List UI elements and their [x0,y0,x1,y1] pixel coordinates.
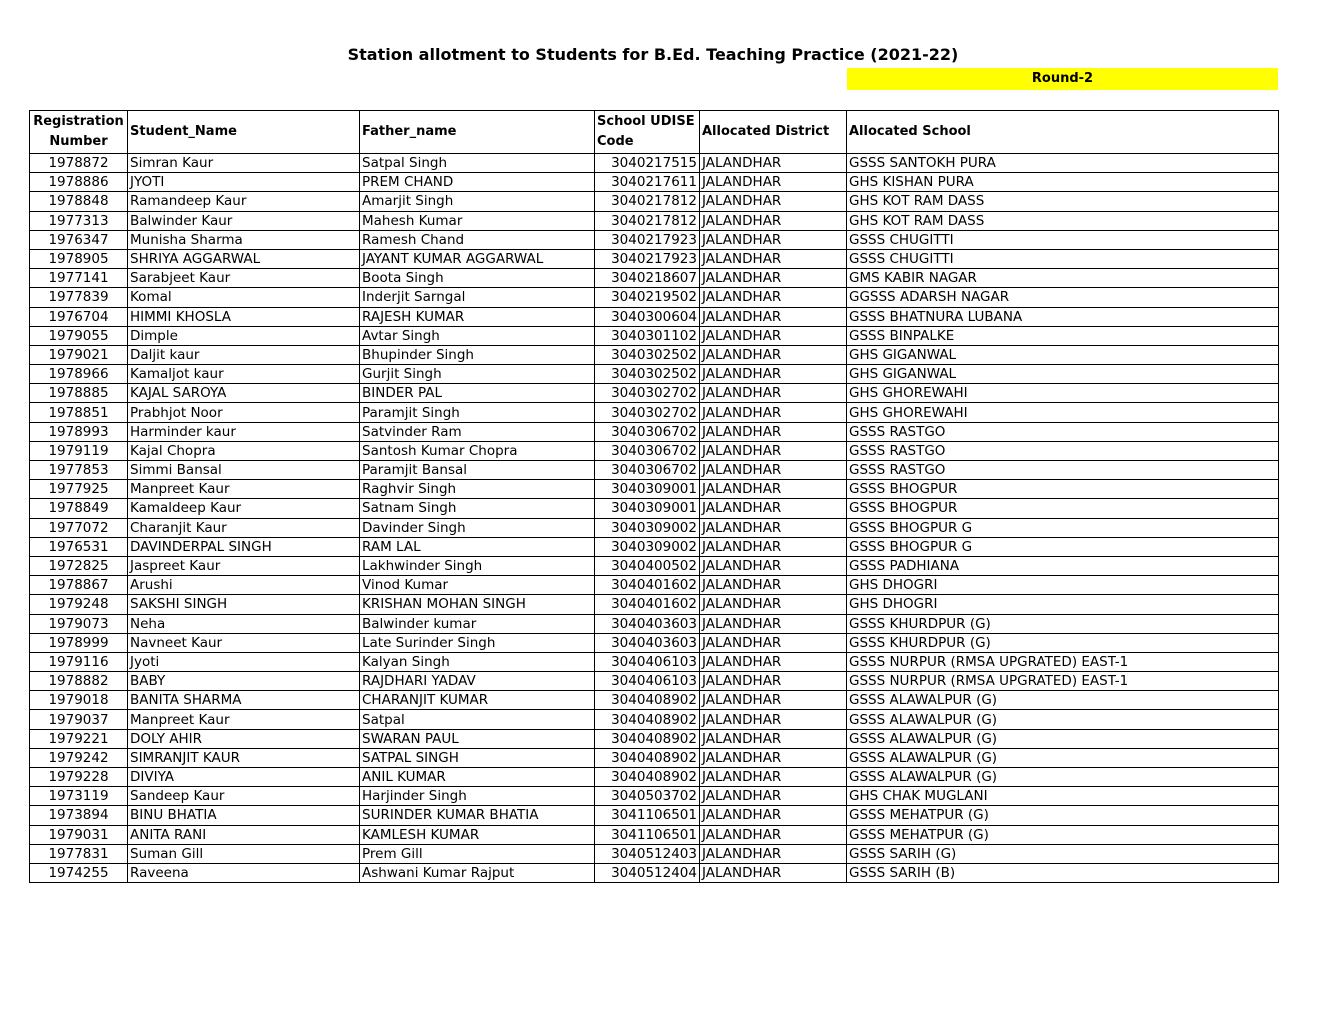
cell-registration-number: 1979248 [30,595,128,614]
cell-udise-code: 3040306702 [595,441,700,460]
table-row [30,480,1279,499]
cell-udise-code: 3040301102 [595,326,700,345]
cell-udise-code: 3040302702 [595,403,700,422]
cell-father-name: SWARAN PAUL [360,729,595,748]
cell-registration-number: 1979228 [30,768,128,787]
cell-allocated-school: GSSS NURPUR (RMSA UPGRATED) EAST-1 [847,652,1279,671]
cell-father-name: SATPAL SINGH [360,748,595,767]
cell-allocated-school: GHS KISHAN PURA [847,173,1279,192]
cell-allocated-district: JALANDHAR [700,441,847,460]
cell-allocated-district: JALANDHAR [700,768,847,787]
cell-father-name: Paramjit Singh [360,403,595,422]
cell-registration-number: 1976704 [30,307,128,326]
cell-student-name: Harminder kaur [128,422,360,441]
cell-allocated-district: JALANDHAR [700,556,847,575]
cell-father-name: RAJDHARI YADAV [360,672,595,691]
table-row [30,748,1279,767]
cell-udise-code: 3040309002 [595,518,700,537]
header-father-name: Father_name [360,111,595,154]
cell-student-name: DAVINDERPAL SINGH [128,537,360,556]
cell-allocated-school: GSSS RASTGO [847,422,1279,441]
cell-allocated-district: JALANDHAR [700,863,847,882]
table-row [30,441,1279,460]
header-registration-number: Registration Number [30,111,128,154]
cell-udise-code: 3040406103 [595,652,700,671]
cell-registration-number: 1977313 [30,211,128,230]
cell-father-name: ANIL KUMAR [360,768,595,787]
cell-allocated-district: JALANDHAR [700,154,847,173]
cell-student-name: Arushi [128,576,360,595]
cell-allocated-school: GSSS ALAWALPUR (G) [847,768,1279,787]
table-row [30,672,1279,691]
cell-student-name: KAJAL SAROYA [128,384,360,403]
cell-student-name: Simran Kaur [128,154,360,173]
cell-registration-number: 1979018 [30,691,128,710]
page-title: Station allotment to Students for B.Ed. Teaching Practice (2021-22) [347,45,959,64]
table-row [30,691,1279,710]
cell-allocated-district: JALANDHAR [700,710,847,729]
table-body [30,154,1279,883]
cell-father-name: Inderjit Sarngal [360,288,595,307]
cell-father-name: BINDER PAL [360,384,595,403]
cell-registration-number: 1978867 [30,576,128,595]
cell-allocated-district: JALANDHAR [700,422,847,441]
cell-udise-code: 3040503702 [595,787,700,806]
cell-allocated-district: JALANDHAR [700,173,847,192]
cell-registration-number: 1979116 [30,652,128,671]
cell-father-name: PREM CHAND [360,173,595,192]
cell-udise-code: 3040403603 [595,614,700,633]
cell-father-name: Satpal [360,710,595,729]
table-row [30,633,1279,652]
cell-allocated-district: JALANDHAR [700,499,847,518]
cell-father-name: Santosh Kumar Chopra [360,441,595,460]
allotment-table [29,110,1279,883]
cell-allocated-school: GSSS BHOGPUR G [847,518,1279,537]
table-row [30,211,1279,230]
cell-student-name: Suman Gill [128,844,360,863]
cell-udise-code: 3040302502 [595,345,700,364]
cell-allocated-district: JALANDHAR [700,729,847,748]
cell-student-name: Manpreet Kaur [128,480,360,499]
cell-udise-code: 3041106501 [595,825,700,844]
cell-student-name: Simmi Bansal [128,461,360,480]
cell-registration-number: 1977925 [30,480,128,499]
table-row [30,518,1279,537]
table-row [30,729,1279,748]
cell-registration-number: 1978882 [30,672,128,691]
cell-allocated-school: GSSS CHUGITTI [847,249,1279,268]
cell-father-name: JAYANT KUMAR AGGARWAL [360,249,595,268]
table-row [30,154,1279,173]
cell-student-name: Sandeep Kaur [128,787,360,806]
cell-allocated-school: GHS DHOGRI [847,576,1279,595]
cell-allocated-district: JALANDHAR [700,230,847,249]
cell-registration-number: 1978848 [30,192,128,211]
cell-student-name: Ramandeep Kaur [128,192,360,211]
cell-udise-code: 3040403603 [595,633,700,652]
cell-allocated-district: JALANDHAR [700,691,847,710]
cell-student-name: SAKSHI SINGH [128,595,360,614]
cell-allocated-school: GSSS ALAWALPUR (G) [847,710,1279,729]
cell-udise-code: 3040309001 [595,499,700,518]
cell-registration-number: 1977141 [30,269,128,288]
cell-allocated-school: GHS GIGANWAL [847,345,1279,364]
cell-student-name: SHRIYA AGGARWAL [128,249,360,268]
cell-allocated-school: GSSS SANTOKH PURA [847,154,1279,173]
cell-student-name: Sarabjeet Kaur [128,269,360,288]
cell-registration-number: 1977831 [30,844,128,863]
cell-allocated-district: JALANDHAR [700,461,847,480]
cell-allocated-district: JALANDHAR [700,269,847,288]
table-row [30,787,1279,806]
cell-allocated-school: GSSS BHOGPUR [847,499,1279,518]
cell-student-name: HIMMI KHOSLA [128,307,360,326]
cell-allocated-district: JALANDHAR [700,249,847,268]
cell-udise-code: 3040309002 [595,537,700,556]
cell-father-name: Ashwani Kumar Rajput [360,863,595,882]
table-row [30,806,1279,825]
table-row [30,614,1279,633]
cell-registration-number: 1976347 [30,230,128,249]
cell-registration-number: 1977839 [30,288,128,307]
cell-udise-code: 3040306702 [595,422,700,441]
cell-allocated-school: GSSS PADHIANA [847,556,1279,575]
cell-allocated-district: JALANDHAR [700,652,847,671]
cell-student-name: Manpreet Kaur [128,710,360,729]
cell-father-name: RAJESH KUMAR [360,307,595,326]
cell-allocated-district: JALANDHAR [700,345,847,364]
cell-father-name: SURINDER KUMAR BHATIA [360,806,595,825]
cell-allocated-district: JALANDHAR [700,384,847,403]
cell-father-name: Prem Gill [360,844,595,863]
cell-allocated-school: GSSS BHOGPUR G [847,537,1279,556]
cell-udise-code: 3040300604 [595,307,700,326]
cell-student-name: Kamaldeep Kaur [128,499,360,518]
table-row [30,288,1279,307]
cell-registration-number: 1976531 [30,537,128,556]
cell-udise-code: 3040408902 [595,691,700,710]
header-allocated-school: Allocated School [847,111,1279,154]
cell-student-name: Prabhjot Noor [128,403,360,422]
table-row [30,230,1279,249]
cell-allocated-district: JALANDHAR [700,748,847,767]
cell-udise-code: 3040401602 [595,595,700,614]
cell-udise-code: 3040217515 [595,154,700,173]
cell-father-name: Gurjit Singh [360,365,595,384]
cell-allocated-school: GSSS NURPUR (RMSA UPGRATED) EAST-1 [847,672,1279,691]
cell-udise-code: 3040408902 [595,768,700,787]
cell-student-name: Raveena [128,863,360,882]
cell-udise-code: 3040400502 [595,556,700,575]
cell-student-name: DIVIYA [128,768,360,787]
cell-student-name: DOLY AHIR [128,729,360,748]
cell-father-name: Boota Singh [360,269,595,288]
cell-father-name: Balwinder kumar [360,614,595,633]
cell-student-name: ANITA RANI [128,825,360,844]
cell-student-name: BANITA SHARMA [128,691,360,710]
cell-allocated-school: GGSSS ADARSH NAGAR [847,288,1279,307]
cell-father-name: Satnam Singh [360,499,595,518]
cell-udise-code: 3040302502 [595,365,700,384]
cell-udise-code: 3040217923 [595,249,700,268]
cell-registration-number: 1978885 [30,384,128,403]
cell-father-name: Satvinder Ram [360,422,595,441]
cell-registration-number: 1974255 [30,863,128,882]
cell-registration-number: 1978886 [30,173,128,192]
cell-allocated-school: GSSS BHATNURA LUBANA [847,307,1279,326]
cell-udise-code: 3040218607 [595,269,700,288]
cell-father-name: Mahesh Kumar [360,211,595,230]
cell-allocated-school: GSSS KHURDPUR (G) [847,633,1279,652]
table-row [30,595,1279,614]
cell-allocated-district: JALANDHAR [700,614,847,633]
cell-udise-code: 3041106501 [595,806,700,825]
cell-father-name: Kalyan Singh [360,652,595,671]
cell-student-name: Jaspreet Kaur [128,556,360,575]
table-row [30,422,1279,441]
cell-allocated-district: JALANDHAR [700,787,847,806]
cell-allocated-school: GSSS SARIH (B) [847,863,1279,882]
cell-allocated-district: JALANDHAR [700,806,847,825]
cell-registration-number: 1979073 [30,614,128,633]
table-row [30,384,1279,403]
cell-allocated-school: GHS DHOGRI [847,595,1279,614]
cell-father-name: Davinder Singh [360,518,595,537]
header-student-name: Student_Name [128,111,360,154]
cell-student-name: Kamaljot kaur [128,365,360,384]
cell-allocated-district: JALANDHAR [700,403,847,422]
cell-father-name: Late Surinder Singh [360,633,595,652]
cell-registration-number: 1979031 [30,825,128,844]
cell-student-name: Komal [128,288,360,307]
table-row [30,307,1279,326]
cell-allocated-school: GSSS MEHATPUR (G) [847,806,1279,825]
cell-student-name: Navneet Kaur [128,633,360,652]
cell-allocated-district: JALANDHAR [700,844,847,863]
cell-allocated-school: GSSS SARIH (G) [847,844,1279,863]
cell-father-name: Avtar Singh [360,326,595,345]
cell-father-name: Vinod Kumar [360,576,595,595]
table-row [30,365,1279,384]
cell-allocated-school: GSSS MEHATPUR (G) [847,825,1279,844]
cell-registration-number: 1978966 [30,365,128,384]
table-row [30,844,1279,863]
cell-student-name: Kajal Chopra [128,441,360,460]
cell-allocated-school: GHS CHAK MUGLANI [847,787,1279,806]
cell-allocated-district: JALANDHAR [700,537,847,556]
cell-allocated-school: GHS GHOREWAHI [847,384,1279,403]
header-allocated-district: Allocated District [700,111,847,154]
cell-allocated-school: GSSS RASTGO [847,461,1279,480]
cell-allocated-school: GMS KABIR NAGAR [847,269,1279,288]
cell-father-name: KRISHAN MOHAN SINGH [360,595,595,614]
cell-allocated-school: GSSS KHURDPUR (G) [847,614,1279,633]
cell-student-name: Dimple [128,326,360,345]
cell-allocated-district: JALANDHAR [700,518,847,537]
cell-allocated-district: JALANDHAR [700,307,847,326]
cell-student-name: Munisha Sharma [128,230,360,249]
cell-udise-code: 3040401602 [595,576,700,595]
table-row [30,173,1279,192]
cell-udise-code: 3040408902 [595,710,700,729]
cell-student-name: Balwinder Kaur [128,211,360,230]
cell-father-name: Satpal Singh [360,154,595,173]
cell-registration-number: 1978993 [30,422,128,441]
cell-registration-number: 1977072 [30,518,128,537]
cell-allocated-district: JALANDHAR [700,576,847,595]
cell-father-name: Harjinder Singh [360,787,595,806]
cell-student-name: Jyoti [128,652,360,671]
cell-father-name: Raghvir Singh [360,480,595,499]
cell-registration-number: 1979242 [30,748,128,767]
table-row [30,652,1279,671]
cell-father-name: Ramesh Chand [360,230,595,249]
cell-registration-number: 1977853 [30,461,128,480]
cell-registration-number: 1979021 [30,345,128,364]
cell-allocated-district: JALANDHAR [700,595,847,614]
cell-allocated-school: GHS GHOREWAHI [847,403,1279,422]
cell-student-name: JYOTI [128,173,360,192]
cell-father-name: Bhupinder Singh [360,345,595,364]
cell-allocated-district: JALANDHAR [700,326,847,345]
cell-allocated-school: GSSS ALAWALPUR (G) [847,748,1279,767]
cell-registration-number: 1978849 [30,499,128,518]
cell-registration-number: 1973119 [30,787,128,806]
cell-udise-code: 3040408902 [595,748,700,767]
cell-father-name: Lakhwinder Singh [360,556,595,575]
cell-allocated-district: JALANDHAR [700,288,847,307]
cell-allocated-school: GHS KOT RAM DASS [847,192,1279,211]
cell-allocated-district: JALANDHAR [700,633,847,652]
cell-registration-number: 1978999 [30,633,128,652]
cell-allocated-district: JALANDHAR [700,825,847,844]
table-row [30,537,1279,556]
cell-registration-number: 1978851 [30,403,128,422]
cell-allocated-school: GSSS BHOGPUR [847,480,1279,499]
cell-allocated-district: JALANDHAR [700,365,847,384]
cell-allocated-school: GSSS RASTGO [847,441,1279,460]
cell-student-name: BINU BHATIA [128,806,360,825]
cell-registration-number: 1979037 [30,710,128,729]
cell-udise-code: 3040512404 [595,863,700,882]
table-row [30,768,1279,787]
header-udise-code: School UDISE Code [595,111,700,154]
table-row [30,499,1279,518]
cell-registration-number: 1978905 [30,249,128,268]
cell-allocated-district: JALANDHAR [700,192,847,211]
cell-allocated-school: GSSS ALAWALPUR (G) [847,691,1279,710]
cell-allocated-school: GHS KOT RAM DASS [847,211,1279,230]
cell-udise-code: 3040306702 [595,461,700,480]
table-row [30,825,1279,844]
table-row [30,345,1279,364]
cell-student-name: Daljit kaur [128,345,360,364]
cell-udise-code: 3040309001 [595,480,700,499]
cell-allocated-district: JALANDHAR [700,480,847,499]
cell-student-name: Charanjit Kaur [128,518,360,537]
cell-father-name: Paramjit Bansal [360,461,595,480]
table-row [30,556,1279,575]
cell-registration-number: 1973894 [30,806,128,825]
table-row [30,461,1279,480]
table-row [30,326,1279,345]
cell-father-name: Amarjit Singh [360,192,595,211]
table-row [30,576,1279,595]
cell-registration-number: 1979055 [30,326,128,345]
cell-allocated-district: JALANDHAR [700,672,847,691]
table-row [30,863,1279,882]
cell-registration-number: 1979221 [30,729,128,748]
cell-registration-number: 1979119 [30,441,128,460]
cell-allocated-district: JALANDHAR [700,211,847,230]
cell-registration-number: 1972825 [30,556,128,575]
cell-father-name: RAM LAL [360,537,595,556]
cell-registration-number: 1978872 [30,154,128,173]
cell-father-name: KAMLESH KUMAR [360,825,595,844]
cell-udise-code: 3040217611 [595,173,700,192]
cell-udise-code: 3040217812 [595,192,700,211]
table-row [30,403,1279,422]
table-row [30,269,1279,288]
cell-allocated-school: GSSS CHUGITTI [847,230,1279,249]
cell-udise-code: 3040217923 [595,230,700,249]
table-row [30,192,1279,211]
table-header-row [30,111,1279,154]
cell-udise-code: 3040302702 [595,384,700,403]
cell-allocated-school: GHS GIGANWAL [847,365,1279,384]
cell-student-name: BABY [128,672,360,691]
table-row [30,710,1279,729]
cell-udise-code: 3040219502 [595,288,700,307]
cell-udise-code: 3040408902 [595,729,700,748]
table-row [30,249,1279,268]
cell-father-name: CHARANJIT KUMAR [360,691,595,710]
cell-allocated-school: GSSS ALAWALPUR (G) [847,729,1279,748]
cell-allocated-school: GSSS BINPALKE [847,326,1279,345]
cell-student-name: SIMRANJIT KAUR [128,748,360,767]
cell-udise-code: 3040512403 [595,844,700,863]
round-badge: Round-2 [847,68,1278,90]
cell-udise-code: 3040217812 [595,211,700,230]
cell-udise-code: 3040406103 [595,672,700,691]
cell-student-name: Neha [128,614,360,633]
